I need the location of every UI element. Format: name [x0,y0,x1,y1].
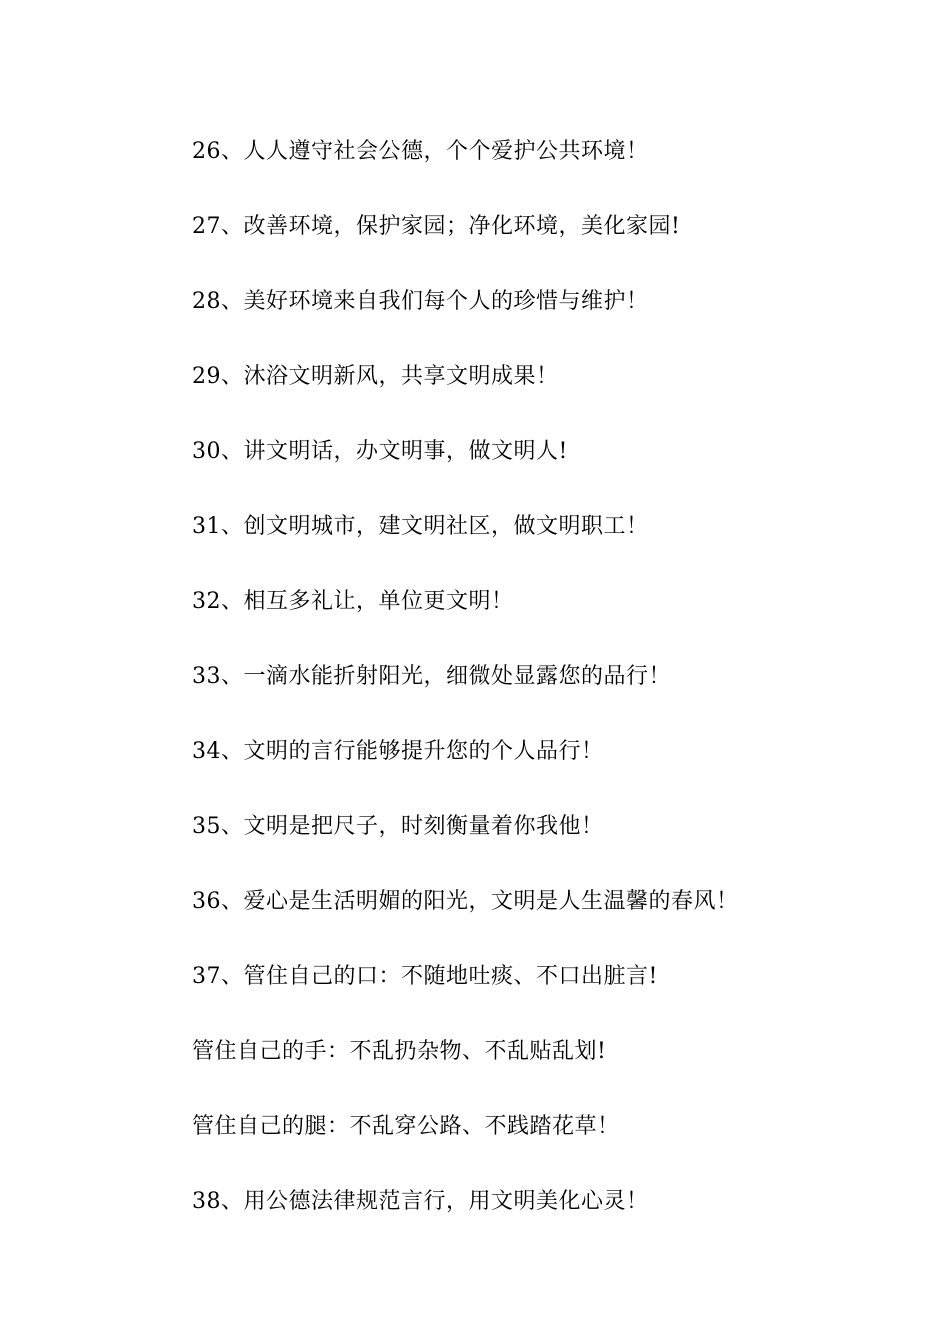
slogan-line-29: 29、沐浴文明新风，共享文明成果！ [192,364,559,389]
slogan-line-37: 37、管住自己的口：不随地吐痰、不口出脏言! [192,964,658,989]
slogan-line-37-hands: 管住自己的手：不乱扔杂物、不乱贴乱划! [192,1039,607,1064]
slogan-line-37-legs: 管住自己的腿：不乱穿公路、不践踏花草！ [192,1114,620,1139]
slogan-line-33: 33、一滴水能折射阳光，细微处显露您的品行！ [192,664,671,689]
slogan-line-36: 36、爱心是生活明媚的阳光，文明是人生温馨的春风！ [192,889,739,914]
slogan-line-28: 28、美好环境来自我们每个人的珍惜与维护！ [192,289,649,314]
slogan-line-38: 38、用公德法律规范言行，用文明美化心灵！ [192,1189,649,1214]
slogan-line-31: 31、创文明城市，建文明社区，做文明职工！ [192,514,649,539]
slogan-line-35: 35、文明是把尺子，时刻衡量着你我他！ [192,814,604,839]
slogan-line-30: 30、讲文明话，办文明事，做文明人! [192,439,568,464]
slogan-line-34: 34、文明的言行能够提升您的个人品行！ [192,739,604,764]
slogan-line-32: 32、相互多礼让，单位更文明！ [192,589,514,614]
slogan-line-27: 27、改善环境，保护家园；净化环境，美化家园! [192,214,681,239]
slogan-line-26: 26、人人遵守社会公德，个个爱护公共环境！ [192,139,649,164]
